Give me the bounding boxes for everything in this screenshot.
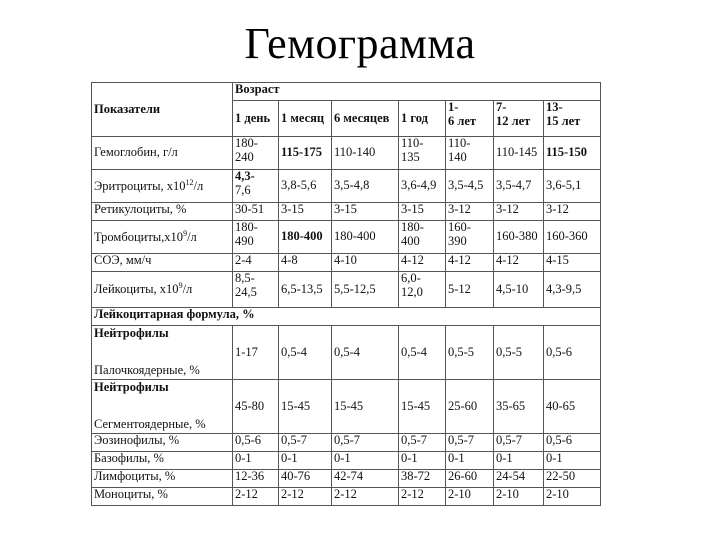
cell: 26-60: [446, 470, 494, 488]
cell: 115-175: [279, 137, 332, 170]
cell: 5-12: [446, 272, 494, 308]
cell: 3,6-4,9: [399, 170, 446, 203]
cell: 0,5-6: [233, 434, 279, 452]
cell: 0,5-4: [279, 326, 332, 380]
cell: 4-10: [332, 254, 399, 272]
cell: 160-380: [494, 221, 544, 254]
row-platelets: [92, 221, 601, 254]
cell: 0,5-5: [494, 326, 544, 380]
cell: 0-1: [279, 452, 332, 470]
row-lymphocytes: [92, 470, 601, 488]
cell: 0-1: [332, 452, 399, 470]
cell: 40-76: [279, 470, 332, 488]
age-1-year: 1 год: [399, 101, 446, 137]
cell: 110- 135: [399, 137, 446, 170]
row-eosinophils: [92, 434, 601, 452]
cell: 0-1: [446, 452, 494, 470]
row-monocytes: [92, 488, 601, 506]
cell: 38-72: [399, 470, 446, 488]
cell: 3,5-4,7: [494, 170, 544, 203]
cell: 40-65: [544, 380, 601, 434]
cell: 2-10: [494, 488, 544, 506]
page-title: Гемограмма: [244, 19, 476, 68]
cell: 6,5-13,5: [279, 272, 332, 308]
cell: 6,0- 12,0: [399, 272, 446, 308]
formula-label: Лейкоцитарная формула, %: [92, 308, 601, 326]
row-label: Нейтрофилы Сегментоядерные, %: [92, 380, 233, 434]
cell: 22-50: [544, 470, 601, 488]
cell: 115-150: [544, 137, 601, 170]
cell: 25-60: [446, 380, 494, 434]
row-label: СОЭ, мм/ч: [92, 254, 233, 272]
cell: 0,5-7: [446, 434, 494, 452]
age-1-month: 1 месяц: [279, 101, 332, 137]
cell: 2-12: [233, 488, 279, 506]
cell: 0,5-4: [332, 326, 399, 380]
cell: 110-140: [332, 137, 399, 170]
row-label: Лимфоциты, %: [92, 470, 233, 488]
row-segmented-neutrophils: [92, 380, 601, 434]
cell: 160-360: [544, 221, 601, 254]
header-indicators: Показатели: [92, 83, 233, 137]
cell: 180- 490: [233, 221, 279, 254]
cell: 15-45: [399, 380, 446, 434]
row-basophils: [92, 452, 601, 470]
cell: 2-10: [446, 488, 494, 506]
cell: 0,5-6: [544, 326, 601, 380]
cell: 3-15: [399, 203, 446, 221]
hemogram-table: [91, 82, 601, 506]
row-band-neutrophils: [92, 326, 601, 380]
cell: 4,5-10: [494, 272, 544, 308]
cell: 180- 240: [233, 137, 279, 170]
cell: 3-12: [544, 203, 601, 221]
cell: 5,5-12,5: [332, 272, 399, 308]
cell: 160- 390: [446, 221, 494, 254]
row-erythrocytes: [92, 170, 601, 203]
cell: 15-45: [332, 380, 399, 434]
cell: 3-12: [494, 203, 544, 221]
cell: 0,5-7: [494, 434, 544, 452]
age-6-months: 6 месяцев: [332, 101, 399, 137]
cell: 0-1: [399, 452, 446, 470]
cell: 180- 400: [399, 221, 446, 254]
cell: 4-12: [446, 254, 494, 272]
row-hemoglobin: [92, 137, 601, 170]
row-label: Ретикулоциты, %: [92, 203, 233, 221]
cell: 35-65: [494, 380, 544, 434]
header-age: Возраст: [233, 83, 601, 101]
cell: 2-10: [544, 488, 601, 506]
cell: 2-12: [279, 488, 332, 506]
cell: 180-400: [279, 221, 332, 254]
cell: 3,5-4,8: [332, 170, 399, 203]
age-13-15-years: 13- 15 лет: [544, 101, 601, 137]
row-label: Эозинофилы, %: [92, 434, 233, 452]
cell: 3-12: [446, 203, 494, 221]
cell: 4-12: [399, 254, 446, 272]
row-label: Гемоглобин, г/л: [92, 137, 233, 170]
cell: 0,5-5: [446, 326, 494, 380]
row-esr: [92, 254, 601, 272]
age-7-12-years: 7- 12 лет: [494, 101, 544, 137]
cell: 180-400: [332, 221, 399, 254]
cell: 0,5-6: [544, 434, 601, 452]
cell: 0,5-7: [279, 434, 332, 452]
cell: 8,5- 24,5: [233, 272, 279, 308]
cell: 3,8-5,6: [279, 170, 332, 203]
cell: 30-51: [233, 203, 279, 221]
header-row-age: [92, 83, 601, 101]
row-label: Моноциты, %: [92, 488, 233, 506]
row-label: Эритроциты, $х10^{12}/л$: [92, 170, 233, 203]
row-label: Базофилы, %: [92, 452, 233, 470]
cell: 0,5-4: [399, 326, 446, 380]
row-label: Нейтрофилы Палочкоядерные, %: [92, 326, 233, 380]
cell: 3-15: [279, 203, 332, 221]
cell: 4-12: [494, 254, 544, 272]
cell: 42-74: [332, 470, 399, 488]
cell: 45-80: [233, 380, 279, 434]
cell: 3,6-5,1: [544, 170, 601, 203]
cell: 2-12: [399, 488, 446, 506]
cell: 0,5-7: [399, 434, 446, 452]
row-reticulocytes: [92, 203, 601, 221]
age-1-6-years: 1- 6 лет: [446, 101, 494, 137]
cell: 15-45: [279, 380, 332, 434]
cell: 4-15: [544, 254, 601, 272]
cell: 110- 140: [446, 137, 494, 170]
cell: 2-4: [233, 254, 279, 272]
cell: 2-12: [332, 488, 399, 506]
cell: 12-36: [233, 470, 279, 488]
cell: 24-54: [494, 470, 544, 488]
cell: 4,3- 7,6: [233, 170, 279, 203]
row-label: $Тромбоциты,х10^9/л$: [92, 221, 233, 254]
age-1-day: 1 день: [233, 101, 279, 137]
cell: 4-8: [279, 254, 332, 272]
cell: 0,5-7: [332, 434, 399, 452]
cell: 3,5-4,5: [446, 170, 494, 203]
cell: 110-145: [494, 137, 544, 170]
cell: 4,3-9,5: [544, 272, 601, 308]
cell: 0-1: [233, 452, 279, 470]
cell: 0-1: [544, 452, 601, 470]
row-label: Лейкоциты, $х10^9/л$: [92, 272, 233, 308]
row-formula-header: [92, 308, 601, 326]
cell: 3-15: [332, 203, 399, 221]
row-leukocytes: [92, 272, 601, 308]
cell: 1-17: [233, 326, 279, 380]
cell: 0-1: [494, 452, 544, 470]
